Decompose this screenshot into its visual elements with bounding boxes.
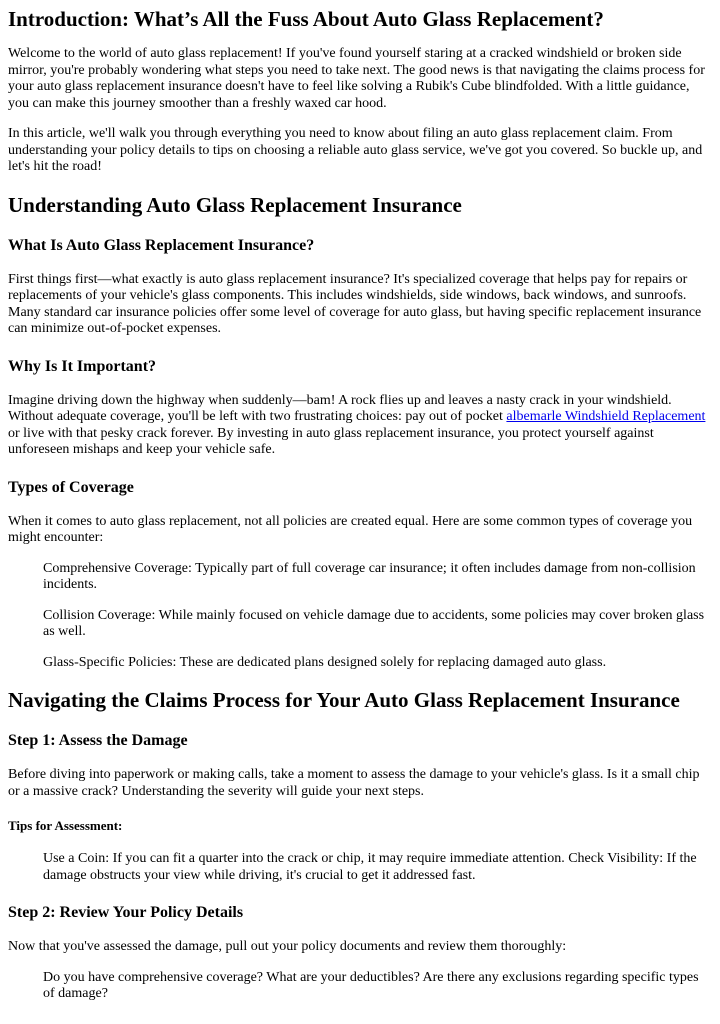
why-text-after: or live with that pesky crack forever. By investing in auto glass replacement insurance, you protect yourself against unforeseen mishaps and keep your vehicle safe. xyxy=(8,425,654,457)
types-heading: Types of Coverage xyxy=(8,478,134,496)
step1-paragraph: Before diving into paperwork or making calls, take a moment to assess the damage to your vehicle's glass. Is it a small chip or a massive crack? Understanding the severity will guide your next steps. xyxy=(8,767,700,799)
intro-paragraph-2: In this article, we'll walk you through everything you need to know about filing an auto glass replacement claim. From understanding your policy details to tips on choosing a reliable auto glass service, we've got you covered. So buckle up, and let's hit the road! xyxy=(8,126,703,174)
step2-quote-text: Do you have comprehensive coverage? What are your deductibles? Are there any exclusions regarding specific types of damage? xyxy=(43,969,699,1001)
coverage-types-list xyxy=(43,561,712,672)
coverage-type-item: Comprehensive Coverage: Typically part of full coverage car insurance; it often includes damage from non-collision incidents. xyxy=(43,560,696,592)
what-is-heading: What Is Auto Glass Replacement Insurance? xyxy=(8,236,315,254)
step2-quote xyxy=(43,970,712,1003)
intro-heading: Introduction: What’s All the Fuss About Auto Glass Replacement? xyxy=(8,7,604,31)
navigating-heading: Navigating the Claims Process for Your Auto Glass Replacement Insurance xyxy=(8,688,680,712)
understanding-heading: Understanding Auto Glass Replacement Insurance xyxy=(8,192,462,217)
why-important-heading: Why Is It Important? xyxy=(8,357,157,375)
why-text-before: Imagine driving down the highway when suddenly—bam! A rock flies up and leaves a nasty crack in your windshield. Without adequate coverage, you'll be left with two frustrating choices: pay out of pocket xyxy=(8,392,672,424)
why-important-paragraph xyxy=(8,393,712,459)
tips-quote xyxy=(43,851,712,884)
step2-heading: Step 2: Review Your Policy Details xyxy=(8,904,244,921)
coverage-type-item: Collision Coverage: While mainly focused on vehicle damage due to accidents, some policies may cover broken glass as well. xyxy=(43,607,705,639)
intro-paragraph-1: Welcome to the world of auto glass replacement! If you've found yourself staring at a cracked windshield or broken side mirror, you're probably wondering what steps you need to take next. The good news is that navigating the claims process for your auto glass replacement insurance doesn't have to feel like solving a Rubik's Cube blindfolded. With a little guidance, you can make this journey smoother than a freshly waxed car hood. xyxy=(8,46,705,111)
types-paragraph: When it comes to auto glass replacement, not all policies are created equal. Here are some common types of coverage you might encounter: xyxy=(8,513,693,545)
tips-text: Use a Coin: If you can fit a quarter into the crack or chip, it may require immediate attention. Check Visibility: If the damage obstructs your view while driving, it's crucial to get it addressed fast. xyxy=(43,851,697,883)
what-is-paragraph: First things first—what exactly is auto glass replacement insurance? It's specialized coverage that helps pay for repairs or replacements of your vehicle's glass components. This includes windshields, side windows, back windows, and sunroofs. Many standard car insurance policies offer some level of coverage for auto glass, but having specific replacement insurance can minimize out-of-pocket expenses. xyxy=(8,271,702,336)
article xyxy=(0,7,720,1003)
coverage-type-item: Glass-Specific Policies: These are dedicated plans designed solely for replacing damaged auto glass. xyxy=(43,654,607,670)
windshield-replacement-link[interactable]: albemarle Windshield Replacement xyxy=(506,409,706,424)
step2-paragraph: Now that you've assessed the damage, pull out your policy documents and review them thoroughly: xyxy=(8,939,567,954)
tips-heading: Tips for Assessment: xyxy=(8,818,123,833)
step1-heading: Step 1: Assess the Damage xyxy=(8,732,188,749)
